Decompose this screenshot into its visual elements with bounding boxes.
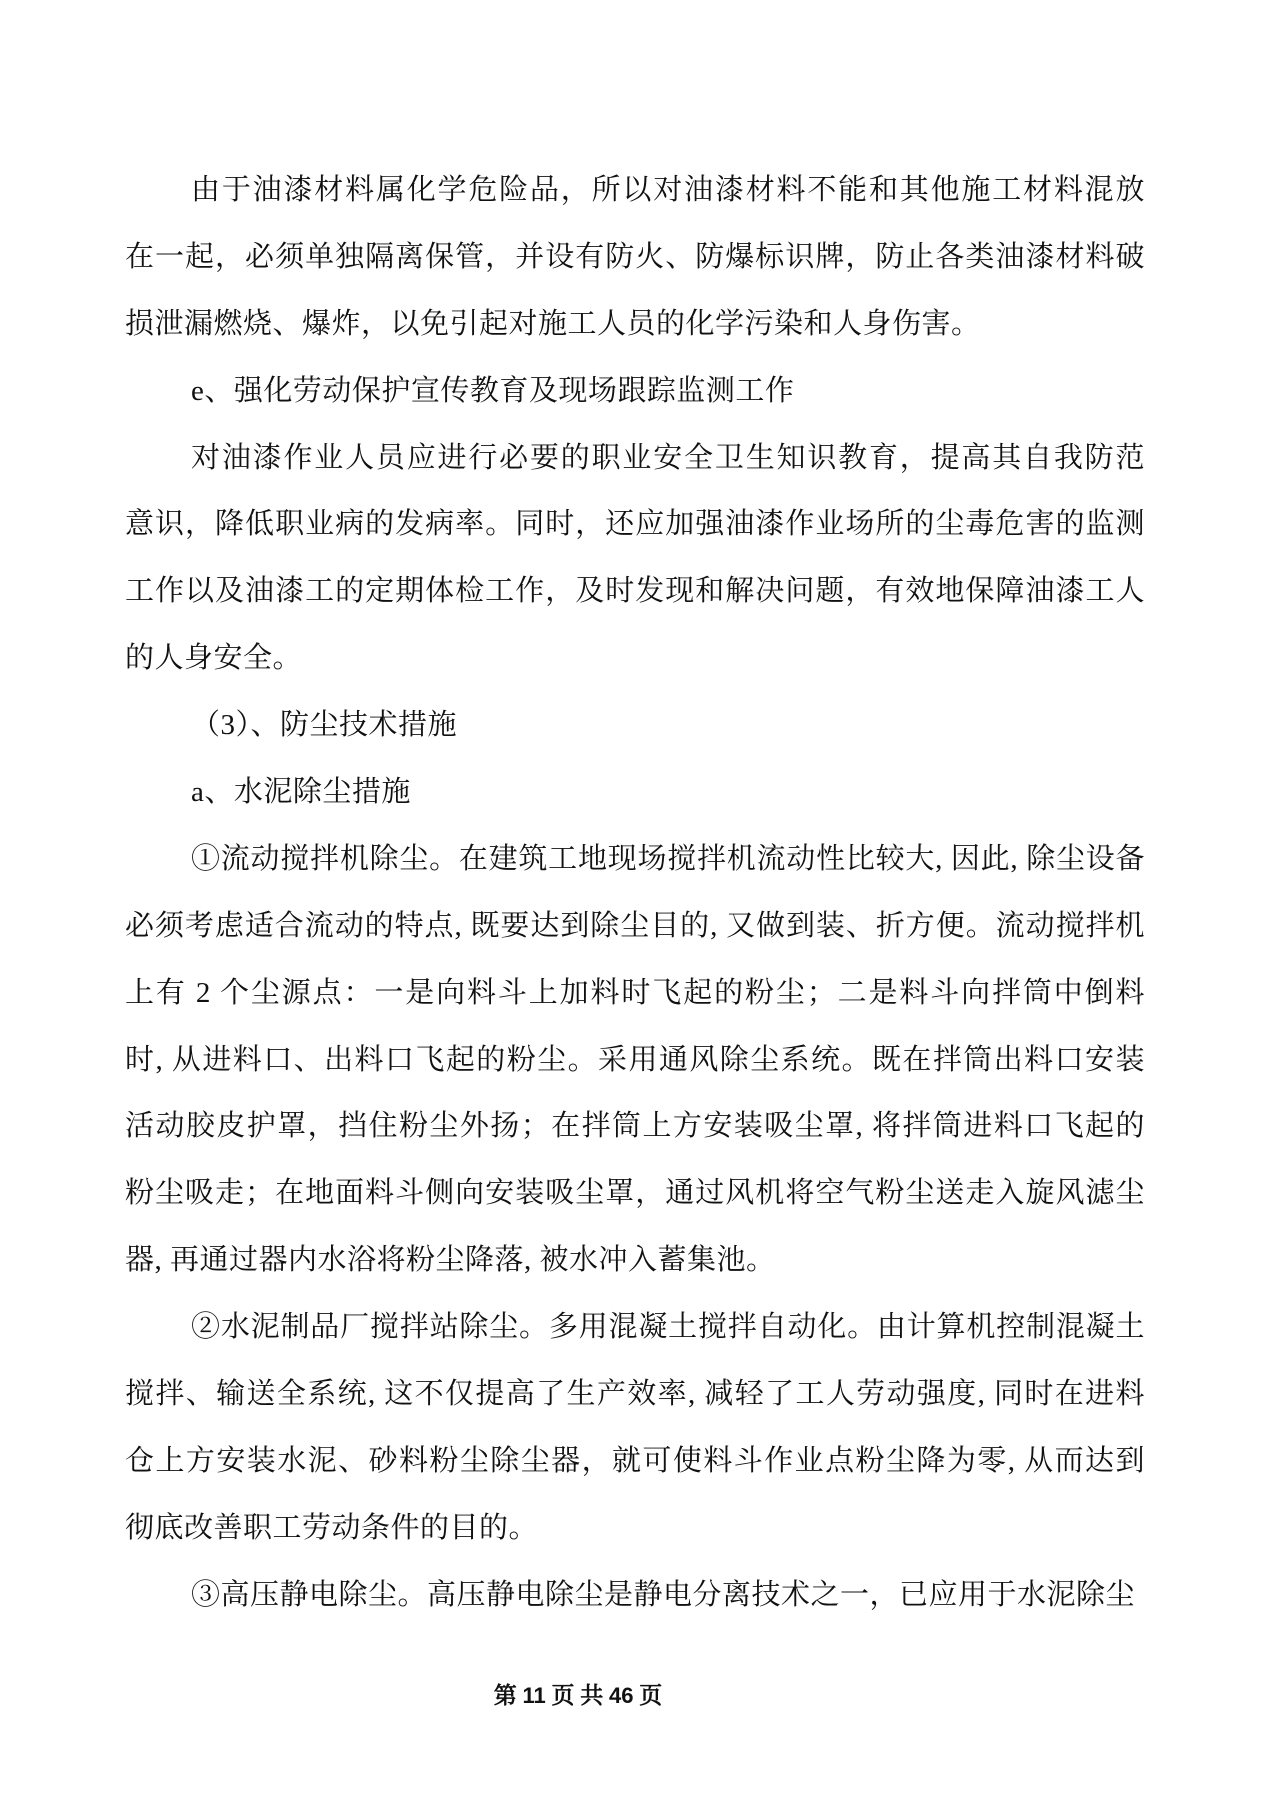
footer-suffix: 页 <box>633 1683 663 1708</box>
paragraph-7-line-4: 彻底改善职工劳动条件的目的。 <box>125 1511 539 1544</box>
paragraph-6-line-5: 活动胶皮护罩，挡住粉尘外扬；在拌筒上方安装吸尘罩, 将拌筒进料口飞起的 <box>125 1110 1145 1143</box>
paragraph-6-line-4: 时, 从进料口、出料口飞起的粉尘。采用通风除尘系统。既在拌筒出料口安装 <box>125 1043 1145 1076</box>
paragraph-4-line-1: （3）、防尘技术措施 <box>191 709 458 742</box>
footer-page-total: 46 <box>609 1683 634 1708</box>
paragraph-3-line-2: 意识，降低职业病的发病率。同时，还应加强油漆作业场所的尘毒危害的监测 <box>125 508 1145 541</box>
paragraph-1-line-1: 由于油漆材料属化学危险品，所以对油漆材料不能和其他施工材料混放 <box>191 174 1145 206</box>
paragraph-7-line-3: 仓上方安装水泥、砂料粉尘除尘器，就可使料斗作业点粉尘降为零, 从而达到 <box>125 1444 1145 1477</box>
paragraph-6-line-1: ①流动搅拌机除尘。在建筑工地现场搅拌机流动性比较大, 因此, 除尘设备 <box>191 842 1145 875</box>
paragraph-3-line-3: 工作以及油漆工的定期体检工作，及时发现和解决问题，有效地保障油漆工人 <box>125 575 1145 608</box>
paragraph-6-line-6: 粉尘吸走；在地面料斗侧向安装吸尘罩，通过风机将空气粉尘送走入旋风滤尘 <box>125 1177 1145 1210</box>
paragraph-3-line-4: 的人身安全。 <box>125 642 303 675</box>
footer-prefix: 第 <box>493 1683 523 1708</box>
paragraph-7-line-1: ②水泥制品厂搅拌站除尘。多用混凝土搅拌自动化。由计算机控制混凝土 <box>191 1311 1145 1344</box>
footer-page-number: 11 <box>522 1683 546 1708</box>
paragraph-2-line-1: e、强化劳动保护宣传教育及现场跟踪监测工作 <box>191 374 795 407</box>
paragraph-6-line-3: 上有 2 个尘源点：一是向料斗上加料时飞起的粉尘；二是料斗向拌筒中倒料 <box>125 976 1145 1009</box>
paragraph-1-line-3: 损泄漏燃烧、爆炸，以免引起对施工人员的化学污染和人身伤害。 <box>125 307 981 340</box>
footer-middle: 页 共 <box>545 1683 610 1708</box>
paragraph-6-line-2: 必须考虑适合流动的特点, 既要达到除尘目的, 又做到装、折方便。流动搅拌机 <box>125 909 1145 942</box>
paragraph-1-line-2: 在一起，必须单独隔离保管，并设有防火、防爆标识牌，防止各类油漆材料破 <box>125 240 1145 273</box>
paragraph-5-line-1: a、水泥除尘措施 <box>191 776 411 809</box>
document-body <box>125 157 1145 1629</box>
page-footer <box>494 1677 663 1710</box>
paragraph-6-line-7: 器, 再通过器内水浴将粉尘降落, 被水冲入蓄集池。 <box>125 1244 776 1277</box>
paragraph-7-line-2: 搅拌、输送全系统, 这不仅提高了生产效率, 减轻了工人劳动强度, 同时在进料 <box>125 1378 1145 1411</box>
paragraph-3-line-1: 对油漆作业人员应进行必要的职业安全卫生知识教育，提高其自我防范 <box>191 441 1145 474</box>
paragraph-8-line-1: ③高压静电除尘。高压静电除尘是静电分离技术之一，已应用于水泥除尘 <box>191 1578 1136 1611</box>
